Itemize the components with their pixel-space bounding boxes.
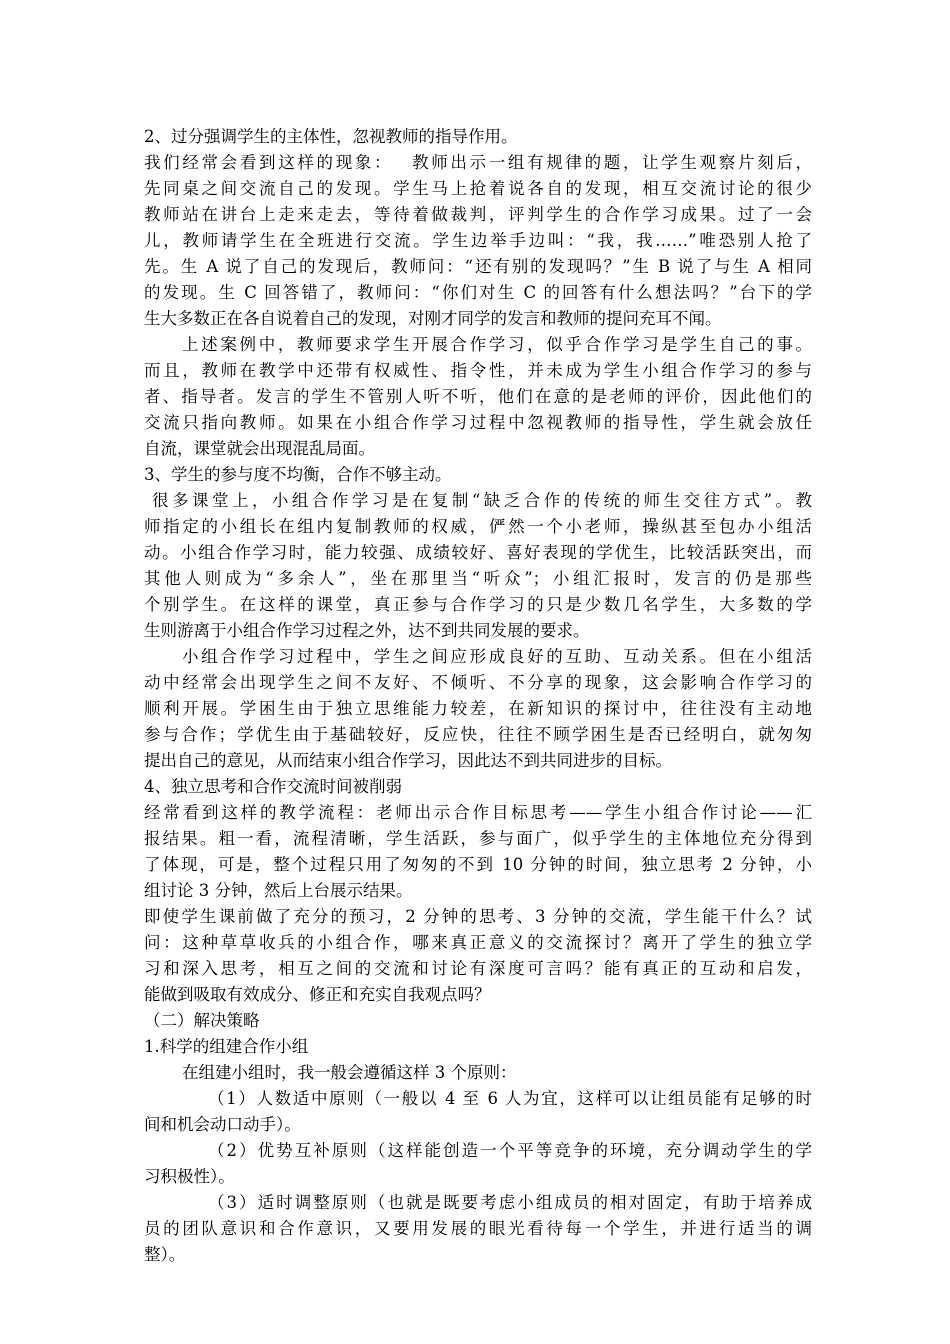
- section-heading: （二）解决策略: [144, 1011, 260, 1030]
- heading-4: 4、独立思考和合作交流时间被削弱: [144, 777, 402, 796]
- text-line: 员的团队意识和合作意识，又要用发展的眼光看待每一个学生，并进行适当的调: [144, 1219, 812, 1238]
- subsection-heading: 1.科学的组建合作小组: [144, 1037, 309, 1056]
- text-line: 交流只指向教师。如果在小组合作学习过程中忽视教师的指导性，学生就会放任: [144, 413, 812, 432]
- text-line: 经常看到这样的教学流程：老师出示合作目标思考——学生小组合作讨论——汇: [144, 803, 812, 822]
- text-line: 其他人则成为“多余人”，坐在那里当“听众”；小组汇报时，发言的仍是那些: [144, 569, 812, 588]
- text-line: 教师站在讲台上走来走去，等待着做裁判，评判学生的合作学习成果。过了一会: [144, 205, 812, 224]
- text-line: 而且，教师在教学中还带有权威性、指令性，并未成为学生小组合作学习的参与: [144, 361, 812, 380]
- text-line: 参与合作；学优生由于基础较好，反应快，往往不顾学困生是否已经明白，就匆匆: [144, 725, 812, 744]
- text-line: 小组合作学习过程中，学生之间应形成良好的互助、互动关系。但在小组活: [182, 647, 812, 666]
- text-line: 自流，课堂就会出现混乱局面。: [144, 439, 375, 458]
- text-line: 先同桌之间交流自己的发现。学生马上抢着说各自的发现，相互交流讨论的很少: [144, 179, 812, 198]
- text-line: 间和机会动口动手）。: [144, 1115, 301, 1134]
- text-line: 能做到吸取有效成分、修正和充实自我观点吗？: [144, 985, 491, 1004]
- text-line: 习和深入思考，相互之间的交流和讨论有深度可言吗？能有真正的互动和启发，: [144, 959, 812, 978]
- text-line: 个别学生。在这样的课堂，真正参与合作学习的只是少数几名学生，大多数的学: [144, 595, 812, 614]
- text-line: 动中经常会出现学生之间不友好、不倾听、不分享的现象，这会影响合作学习的: [144, 673, 812, 692]
- text-line: 我们经常会看到这样的现象： 教师出示一组有规律的题，让学生观察片刻后，: [144, 153, 812, 172]
- text-line: 者、指导者。发言的学生不管别人听不听，他们在意的是老师的评价，因此他们的: [144, 387, 812, 406]
- text-line: 整）。: [144, 1245, 186, 1264]
- text-line: 了体现，可是，整个过程只用了匆匆的不到 10 分钟的时间，独立思考 2 分钟，小: [144, 855, 812, 874]
- text-line: 生大多数正在各自说着自己的发现，对刚才同学的发言和教师的提问充耳不闻。: [144, 309, 722, 328]
- text-line: 生则游离于小组合作学习过程之外，达不到共同发展的要求。: [144, 621, 590, 640]
- text-line: 组讨论 3 分钟，然后上台展示结果。: [144, 881, 413, 900]
- text-line: 顺利开展。学困生由于独立思维能力较差，在新知识的探讨中，往往没有主动地: [144, 699, 812, 718]
- text-line: 报结果。粗一看，流程清晰，学生活跃，参与面广，似乎学生的主体地位充分得到: [144, 829, 812, 848]
- text-line: 儿，教师请学生在全班进行交流。学生边举手边叫：“我，我……”唯恐别人抢了: [144, 231, 812, 250]
- list-item: （1）人数适中原则（一般以 4 至 6 人为宜，这样可以让组员能有足够的时: [208, 1089, 812, 1108]
- text-line: 很多课堂上，小组合作学习是在复制“缺乏合作的传统的师生交往方式”。教: [152, 491, 812, 510]
- document-body: [144, 124, 812, 1268]
- text-line: 上述案例中，教师要求学生开展合作学习，似乎合作学习是学生自己的事。: [182, 335, 812, 354]
- heading-2: 2、过分强调学生的主体性，忽视教师的指导作用。: [144, 127, 518, 146]
- text-line: 先。生 A 说了自己的发现后，教师问：“还有别的发现吗？”生 B 说了与生 A 相同: [144, 257, 812, 276]
- text-line: 动。小组合作学习时，能力较强、成绩较好、喜好表现的学优生，比较活跃突出，而: [144, 543, 812, 562]
- text-line: 的发现。生 C 回答错了，教师问：“你们对生 C 的回答有什么想法吗？”台下的学: [144, 283, 812, 302]
- text-line: 提出自己的意见，从而结束小组合作学习，因此达不到共同进步的目标。: [144, 751, 672, 770]
- text-line: 习积极性）。: [144, 1167, 235, 1186]
- text-line: 师指定的小组长在组内复制教师的权威，俨然一个小老师，操纵甚至包办小组活: [144, 517, 812, 536]
- list-item: （2）优势互补原则（这样能创造一个平等竞争的环境，充分调动学生的学: [208, 1141, 812, 1160]
- text-line: 即使学生课前做了充分的预习，2 分钟的思考、3 分钟的交流，学生能干什么？试: [144, 907, 812, 926]
- text-line: 在组建小组时，我一般会遵循这样 3 个原则：: [182, 1063, 517, 1082]
- list-item: （3）适时调整原则（也就是既要考虑小组成员的相对固定，有助于培养成: [208, 1193, 812, 1212]
- heading-3: 3、学生的参与度不均衡，合作不够主动。: [144, 465, 452, 484]
- text-line: 问：这种草草收兵的小组合作，哪来真正意义的交流探讨？离开了学生的独立学: [144, 933, 812, 952]
